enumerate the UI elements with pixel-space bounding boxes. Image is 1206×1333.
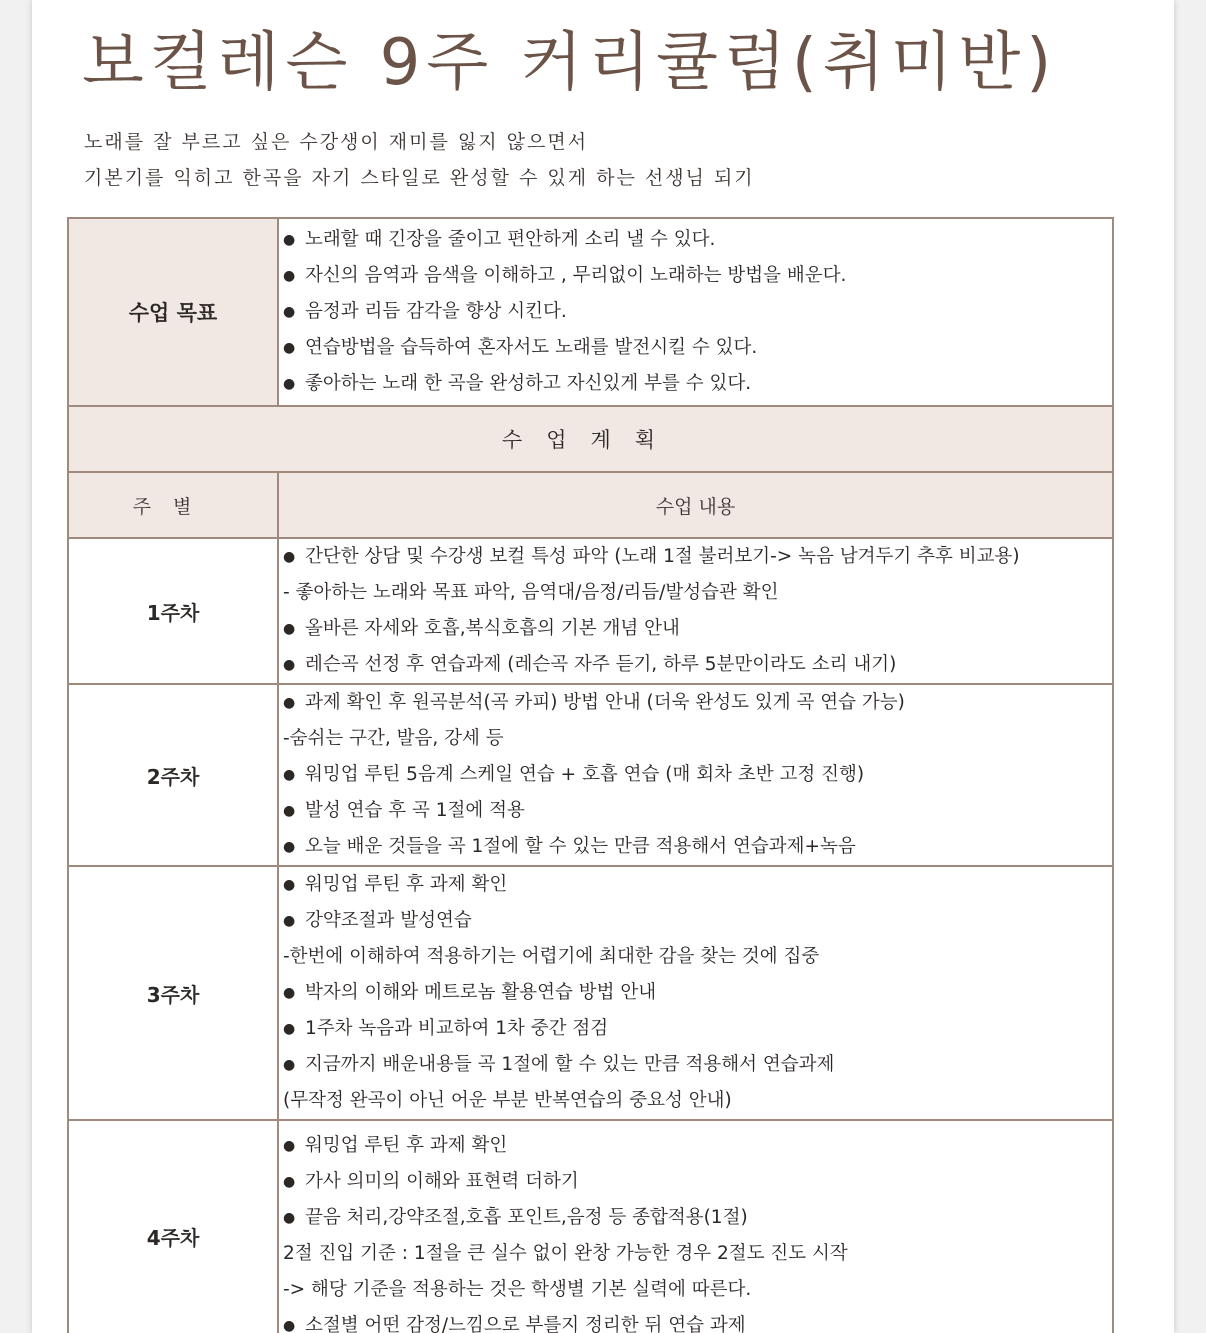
- line-text: 연습방법을 습득하여 혼자서도 노래를 발전시킬 수 있다.: [305, 337, 758, 358]
- line-text: 과제 확인 후 원곡분석(곡 카피) 방법 안내 (더욱 완성도 있게 곡 연습 가능): [305, 692, 905, 713]
- bullet-icon: ●: [283, 232, 296, 248]
- week-label-text: 1주차: [146, 600, 200, 625]
- content-line: [283, 294, 1112, 330]
- week-label: [68, 538, 278, 684]
- week-lines: [279, 867, 1112, 1119]
- curriculum-table: [67, 217, 1114, 1333]
- content-line: [283, 539, 1112, 575]
- line-text: 워밍업 루틴 5음계 스케일 연습 + 호흡 연습 (매 회차 초반 고정 진행): [305, 764, 865, 785]
- week-row: [68, 1120, 1113, 1333]
- content-line: [283, 611, 1112, 647]
- line-text: 발성 연습 후 곡 1절에 적용: [305, 800, 525, 821]
- line-text: 오늘 배운 것들을 곡 1절에 할 수 있는 만큼 적용해서 연습과제+녹음: [305, 836, 856, 857]
- line-text: 강약조절과 발성연습: [305, 910, 472, 931]
- bullet-icon: ●: [283, 621, 296, 637]
- subtitle-line-2: 기본기를 익히고 한곡을 자기 스타일로 완성할 수 있게 하는 선생님 되기: [84, 167, 755, 189]
- subtitle-line-1: 노래를 잘 부르고 싶은 수강생이 재미를 잃지 않으면서: [84, 131, 589, 153]
- week-content: [278, 866, 1113, 1120]
- goals-list: [279, 222, 1112, 402]
- line-text: 1주차 녹음과 비교하여 1차 중간 점검: [305, 1018, 609, 1039]
- bullet-icon: ●: [283, 695, 296, 711]
- content-line: [283, 939, 1112, 975]
- line-text: -한번에 이해하여 적용하기는 어렵기에 최대한 감을 찾는 것에 집중: [283, 946, 820, 967]
- bullet-icon: ●: [283, 549, 296, 565]
- content-line: [283, 867, 1112, 903]
- content-line: [283, 721, 1112, 757]
- week-label-text: 2주차: [146, 764, 200, 789]
- plan-header-row: [68, 406, 1113, 472]
- bullet-icon: ●: [283, 268, 296, 284]
- goals-row: [68, 218, 1113, 406]
- week-content: [278, 684, 1113, 866]
- line-text: 워밍업 루틴 후 과제 확인: [305, 1135, 508, 1156]
- bullet-icon: ●: [283, 767, 296, 783]
- bullet-icon: ●: [283, 657, 296, 673]
- week-row: [68, 684, 1113, 866]
- content-line: [283, 1164, 1112, 1200]
- bullet-icon: ●: [283, 1318, 296, 1333]
- content-line: [283, 647, 1112, 683]
- line-text: 워밍업 루틴 후 과제 확인: [305, 874, 508, 895]
- content-line: [283, 903, 1112, 939]
- document-page: [32, 0, 1174, 1333]
- week-label: [68, 1120, 278, 1333]
- bullet-icon: ●: [283, 839, 296, 855]
- line-text: 자신의 음역과 음색을 이해하고 , 무리없이 노래하는 방법을 배운다.: [305, 265, 847, 286]
- plan-header: 수업계획: [68, 406, 1113, 472]
- content-line: [283, 366, 1112, 402]
- line-text: 좋아하는 노래 한 곡을 완성하고 자신있게 부를 수 있다.: [305, 373, 752, 394]
- week-label-text: 3주차: [146, 982, 200, 1007]
- bullet-icon: ●: [283, 1057, 296, 1073]
- content-line: [283, 1047, 1112, 1083]
- column-content-header: 수업 내용: [278, 472, 1113, 538]
- week-label-text: 4주차: [146, 1225, 200, 1250]
- line-text: 노래할 때 긴장을 줄이고 편안하게 소리 낼 수 있다.: [305, 229, 716, 250]
- content-line: [283, 685, 1112, 721]
- content-line: [283, 757, 1112, 793]
- goals-content: [278, 218, 1113, 406]
- week-label: [68, 684, 278, 866]
- bullet-icon: ●: [283, 1138, 296, 1154]
- content-line: [283, 1272, 1112, 1308]
- content-line: [283, 258, 1112, 294]
- page-title: 보컬레슨 9주 커리큘럼(취미반): [82, 26, 1058, 100]
- line-text: -> 해당 기준을 적용하는 것은 학생별 기본 실력에 따른다.: [283, 1279, 752, 1300]
- week-content: [278, 538, 1113, 684]
- line-text: 지금까지 배운내용들 곡 1절에 할 수 있는 만큼 적용해서 연습과제: [305, 1054, 835, 1075]
- content-line: [283, 1083, 1112, 1119]
- content-line: [283, 1011, 1112, 1047]
- content-line: [283, 829, 1112, 865]
- content-line: [283, 793, 1112, 829]
- line-text: 끝음 처리,강약조절,호흡 포인트,음정 등 종합적용(1절): [305, 1207, 748, 1228]
- line-text: 간단한 상담 및 수강생 보컬 특성 파악 (노래 1절 불러보기-> 녹음 남겨두기 추후 비교용): [305, 546, 1020, 567]
- goals-label: 수업 목표: [68, 218, 278, 406]
- bullet-icon: ●: [283, 985, 296, 1001]
- bullet-icon: ●: [283, 304, 296, 320]
- bullet-icon: ●: [283, 376, 296, 392]
- content-line: [283, 1128, 1112, 1164]
- week-lines: [279, 685, 1112, 865]
- bullet-icon: ●: [283, 340, 296, 356]
- line-text: 박자의 이해와 메트로놈 활용연습 방법 안내: [305, 982, 657, 1003]
- line-text: 올바른 자세와 호흡,복식호흡의 기본 개념 안내: [305, 618, 680, 639]
- bullet-icon: ●: [283, 1174, 296, 1190]
- bullet-icon: ●: [283, 1021, 296, 1037]
- week-label: [68, 866, 278, 1120]
- week-lines: [279, 1128, 1112, 1333]
- week-lines: [279, 539, 1112, 683]
- content-line: [283, 330, 1112, 366]
- line-text: - 좋아하는 노래와 목표 파악, 음역대/음정/리듬/발성습관 확인: [283, 582, 779, 603]
- bullet-icon: ●: [283, 803, 296, 819]
- week-row: [68, 866, 1113, 1120]
- week-content: [278, 1120, 1113, 1333]
- line-text: 음정과 리듬 감각을 향상 시킨다.: [305, 301, 567, 322]
- content-line: [283, 1308, 1112, 1333]
- line-text: -숨쉬는 구간, 발음, 강세 등: [283, 728, 504, 749]
- bullet-icon: ●: [283, 913, 296, 929]
- column-header-row: [68, 472, 1113, 538]
- content-line: [283, 222, 1112, 258]
- column-week-header: 주별: [68, 472, 278, 538]
- line-text: 레슨곡 선정 후 연습과제 (레슨곡 자주 듣기, 하루 5분만이라도 소리 내기): [305, 654, 897, 675]
- content-line: [283, 1200, 1112, 1236]
- line-text: 2절 진입 기준 : 1절을 큰 실수 없이 완창 가능한 경우 2절도 진도 시작: [283, 1243, 848, 1264]
- week-row: [68, 538, 1113, 684]
- line-text: 가사 의미의 이해와 표현력 더하기: [305, 1171, 579, 1192]
- bullet-icon: ●: [283, 877, 296, 893]
- line-text: (무작정 완곡이 아닌 어운 부분 반복연습의 중요성 안내): [283, 1090, 732, 1111]
- line-text: 소절별 어떤 감정/느낌으로 부를지 정리한 뒤 연습 과제: [305, 1315, 746, 1333]
- content-line: [283, 1236, 1112, 1272]
- bullet-icon: ●: [283, 1210, 296, 1226]
- content-line: [283, 975, 1112, 1011]
- content-line: [283, 575, 1112, 611]
